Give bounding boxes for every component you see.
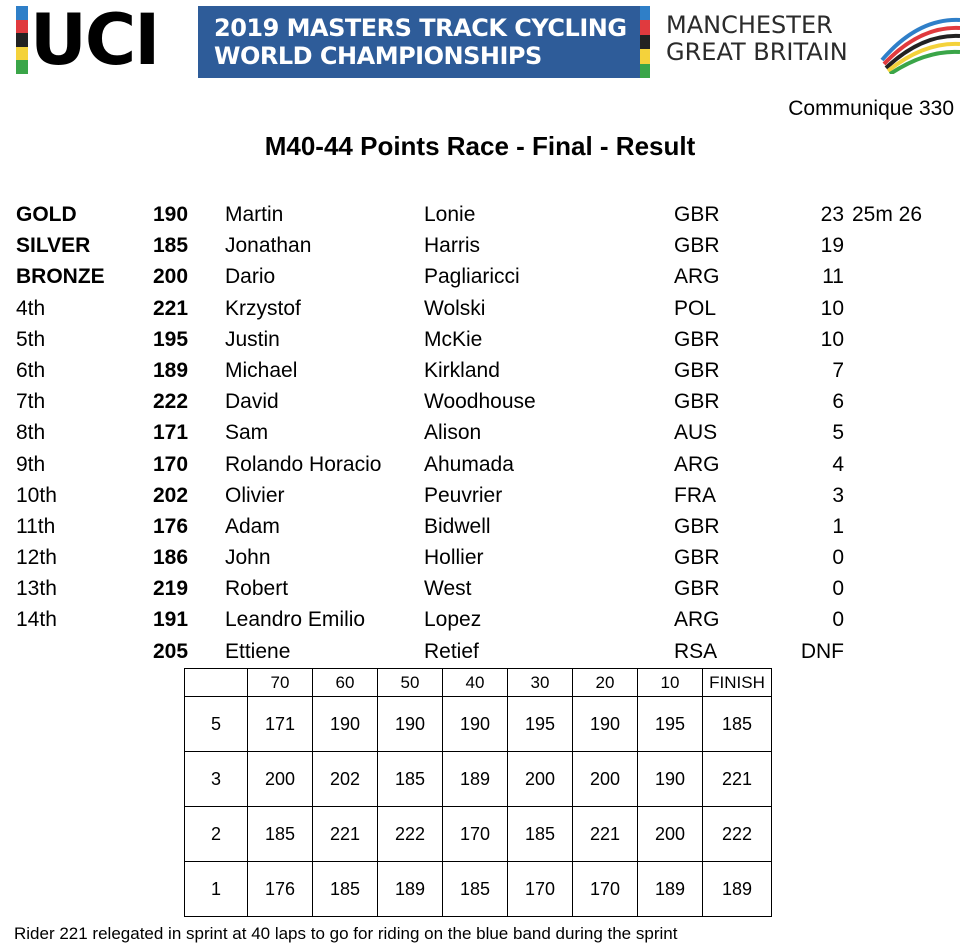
result-points: 23 [820,203,844,226]
result-row [0,637,960,668]
sprint-rider-bib: 189 [638,862,703,917]
uci-rainbow-stripes [16,6,28,74]
result-first-name: Adam [225,514,280,538]
result-bib: 205 [153,639,189,663]
result-bib: 222 [153,390,189,414]
result-row [0,387,960,418]
result-bib: 195 [153,327,189,351]
result-nation: ARG [674,452,720,476]
result-rank: 9th [16,452,46,476]
result-last-name: Pagliaricci [424,265,520,289]
result-nation: ARG [674,608,720,632]
result-rank: SILVER [16,234,91,258]
result-row [0,262,960,293]
result-bib: 200 [153,265,189,289]
result-first-name: Olivier [225,483,285,507]
result-row [0,512,960,543]
event-name-block [198,6,640,78]
result-rank: GOLD [16,203,77,226]
result-last-name: Wolski [424,296,486,320]
sprint-header-cell: 10 [638,669,703,697]
result-bib: 221 [153,296,189,320]
rainbow-stripe [640,35,650,49]
result-points: 10 [820,327,844,351]
result-points: 0 [832,608,844,632]
sprint-rider-bib: 190 [313,697,378,752]
result-last-name: Hollier [424,546,484,570]
result-points: 4 [832,452,844,476]
sprint-rider-bib: 189 [443,752,508,807]
result-first-name: Dario [225,265,276,289]
result-row [0,325,960,356]
result-points: 3 [832,483,844,507]
result-points: 10 [820,296,844,320]
result-bib: 202 [153,483,189,507]
result-nation: AUS [674,421,718,445]
sprint-rider-bib: 221 [313,807,378,862]
result-points: 5 [832,421,844,445]
sprint-rider-bib: 221 [573,807,638,862]
result-bib: 171 [153,421,189,445]
sprint-rider-bib: 170 [443,807,508,862]
rainbow-stripe [16,47,28,61]
sprint-rider-bib: 176 [248,862,313,917]
result-rank: 8th [16,421,46,445]
sprint-rider-bib: 222 [703,807,772,862]
result-points: 0 [832,546,844,570]
uci-logo: UCI [30,0,159,81]
sprint-row [185,697,772,752]
sprint-rider-bib: 221 [703,752,772,807]
result-row [0,543,960,574]
city-line1: MANCHESTER [666,11,833,39]
sprint-rider-bib: 189 [378,862,443,917]
result-first-name: Jonathan [225,234,312,258]
result-first-name: David [225,390,279,414]
result-last-name: Alison [424,421,482,445]
sprint-header-cell: 70 [248,669,313,697]
sprint-rider-bib: 222 [378,807,443,862]
sprint-rider-bib: 202 [313,752,378,807]
result-first-name: Ettiene [225,639,291,663]
result-rank: 12th [16,546,57,570]
event-banner [0,0,960,82]
sprint-points-value: 3 [185,752,248,807]
result-row [0,231,960,262]
result-rank: 4th [16,296,46,320]
sprint-points-value: 5 [185,697,248,752]
rainbow-stripe [640,6,650,20]
result-first-name: Leandro Emilio [225,608,366,632]
result-bib: 190 [153,203,189,226]
result-nation: GBR [674,358,720,382]
event-location [666,12,848,66]
result-row [0,200,960,231]
city-line2: GREAT BRITAIN [666,38,848,66]
result-rank: 7th [16,390,46,414]
result-rank: BRONZE [16,265,105,289]
result-nation: GBR [674,546,720,570]
rainbow-stripe [16,33,28,47]
result-nation: GBR [674,203,720,226]
rainbow-stripe [640,49,650,63]
sprint-row [185,862,772,917]
result-bib: 176 [153,514,189,538]
result-points: 11 [822,265,844,289]
result-row [0,356,960,387]
result-rank: 5th [16,327,46,351]
sprint-rider-bib: 195 [638,697,703,752]
sprint-rider-bib: 170 [573,862,638,917]
sprint-rider-bib: 200 [638,807,703,862]
sprint-header-cell: 50 [378,669,443,697]
result-first-name: Robert [225,577,289,601]
sprint-rider-bib: 190 [638,752,703,807]
result-row [0,294,960,325]
result-points: 1 [832,514,844,538]
sprint-rider-bib: 190 [443,697,508,752]
sprint-rider-bib: 200 [573,752,638,807]
result-nation: GBR [674,390,720,414]
sprint-rider-bib: 185 [378,752,443,807]
result-points: 7 [832,358,844,382]
sprint-rider-bib: 190 [378,697,443,752]
result-last-name: West [424,577,472,601]
result-first-name: Justin [225,327,280,351]
result-row [0,574,960,605]
sprint-points-value: 2 [185,807,248,862]
rainbow-stripe [640,64,650,78]
result-points: 6 [832,390,844,414]
result-rank: 13th [16,577,57,601]
result-points: 0 [832,577,844,601]
rainbow-stripe [16,60,28,74]
result-rank: 11th [16,514,56,538]
result-time: 25m 26 [852,203,923,226]
result-last-name: Retief [424,639,479,663]
sprint-rider-bib: 185 [703,697,772,752]
result-last-name: Peuvrier [424,483,503,507]
sprint-rider-bib: 185 [443,862,508,917]
result-bib: 189 [153,358,189,382]
sprint-rider-bib: 190 [573,697,638,752]
result-first-name: Rolando Horacio [225,452,382,476]
result-points: DNF [800,639,844,663]
sprint-rider-bib: 200 [248,752,313,807]
results-list [0,200,960,668]
result-nation: GBR [674,327,720,351]
result-first-name: Sam [225,421,269,445]
result-points: 19 [820,234,844,258]
sprint-rider-bib: 170 [508,862,573,917]
result-row [0,605,960,636]
result-last-name: Lonie [424,203,476,226]
result-nation: POL [674,296,717,320]
sprint-header-cell: FINISH [703,669,772,697]
sprint-header-cell: 60 [313,669,378,697]
result-nation: FRA [674,483,716,507]
sprint-rider-bib: 195 [508,697,573,752]
sprint-rider-bib: 185 [508,807,573,862]
event-name-line2: WORLD CHAMPIONSHIPS [214,42,542,70]
result-bib: 170 [153,452,189,476]
sprint-header-row [185,669,772,697]
result-nation: GBR [674,234,720,258]
sprint-row [185,752,772,807]
sprint-rider-bib: 189 [703,862,772,917]
sprint-points-value: 1 [185,862,248,917]
result-first-name: John [225,546,271,570]
relegation-note: Rider 221 relegated in sprint at 40 laps to go for riding on the blue band during the sprint [14,924,678,943]
event-name-line1: 2019 MASTERS TRACK CYCLING [214,14,627,42]
result-nation: GBR [674,514,720,538]
result-rank: 14th [16,608,57,632]
result-bib: 186 [153,546,189,570]
result-last-name: Woodhouse [424,390,536,414]
rainbow-divider [640,6,650,78]
sprint-header-cell: 30 [508,669,573,697]
result-row [0,450,960,481]
result-first-name: Michael [225,358,298,382]
result-bib: 219 [153,577,189,601]
result-last-name: McKie [424,327,483,351]
result-last-name: Ahumada [424,452,514,476]
sprint-row [185,807,772,862]
result-row [0,481,960,512]
result-first-name: Martin [225,203,284,226]
result-last-name: Harris [424,234,480,258]
result-rank: 6th [16,358,46,382]
result-bib: 191 [153,608,189,632]
rainbow-stripe [16,6,28,20]
sprint-header-cell: 40 [443,669,508,697]
rainbow-stripe [640,20,650,34]
sprint-rider-bib: 171 [248,697,313,752]
result-bib: 185 [153,234,189,258]
rainbow-swoosh-logo [878,8,960,74]
result-nation: RSA [674,639,718,663]
sprint-rider-bib: 185 [313,862,378,917]
result-last-name: Bidwell [424,514,491,538]
sprint-rider-bib: 200 [508,752,573,807]
result-last-name: Lopez [424,608,482,632]
sprint-header-cell: 20 [573,669,638,697]
page-title: M40-44 Points Race - Final - Result [264,131,696,161]
sprint-header-cell [185,669,248,697]
result-last-name: Kirkland [424,358,500,382]
sprint-rider-bib: 185 [248,807,313,862]
result-nation: GBR [674,577,720,601]
result-rank: 10th [16,483,57,507]
result-first-name: Krzystof [225,296,301,320]
result-nation: ARG [674,265,720,289]
result-row [0,418,960,449]
communique-number: Communique 330 [788,97,954,120]
rainbow-stripe [16,20,28,34]
sprint-points-table [184,668,772,917]
